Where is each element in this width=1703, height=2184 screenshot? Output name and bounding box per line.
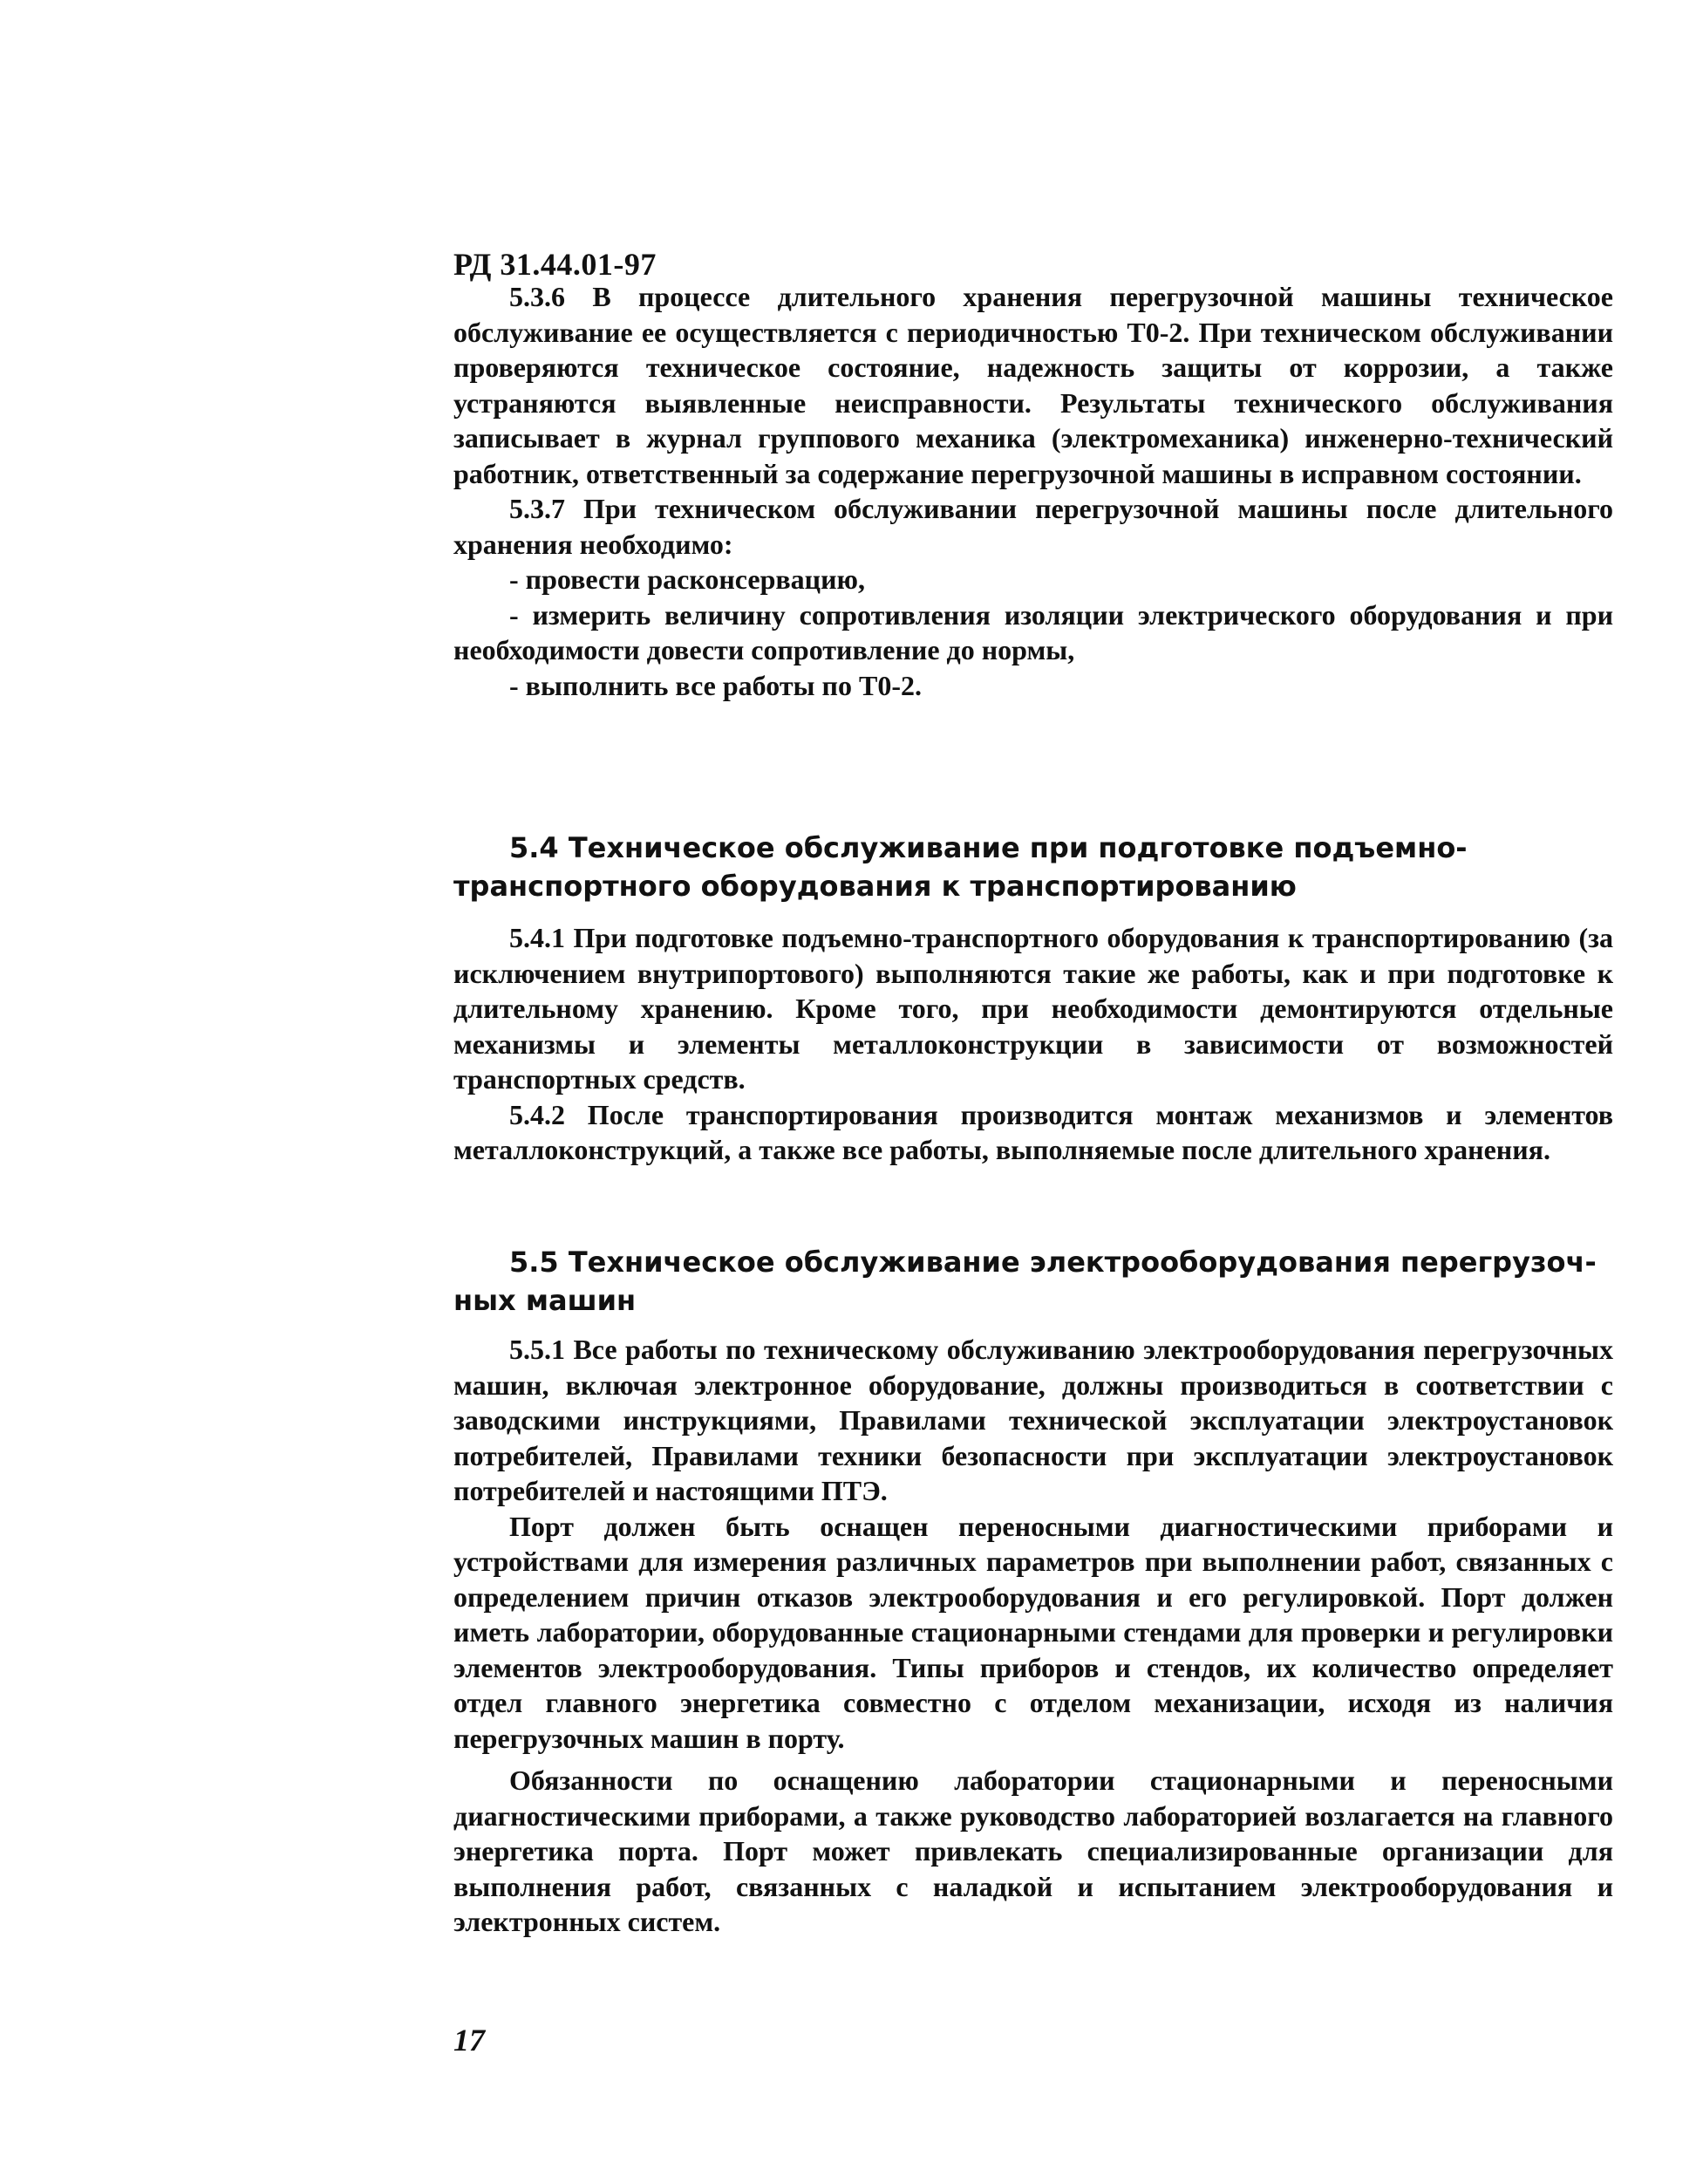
heading-5-5-line-1: 5.5 Техническое обслуживание электрооборудования перегрузоч- bbox=[509, 1246, 1597, 1279]
paragraph-port-equipment: Порт должен быть оснащен переносными диагностическими приборами и устройствами для измерения различных параметров при выполнении работ, связанных с определением причин отказов электрооборудования и его регулировкой. Порт должен иметь лаборатории, оборудованные стационарными стендами для проверки и регулировки элементов электрооборудования. Типы приборов и стендов, их количество определяет отдел главного энергетика совместно с отделом механизации, исходя из наличия перегрузочных машин в порту. bbox=[453, 1510, 1613, 1754]
paragraph-5-3-7: 5.3.7 При техническом обслуживании перегрузочной машины после длительного хранения необходимо: bbox=[453, 493, 1613, 560]
paragraph-5-3-6: 5.3.6 В процессе длительного хранения перегрузочной машины техническое обслуживание ее осуществляется с периодичностью Т0-2. При техническом обслуживании проверяются техническое состояние, надежность защиты от коррозии, а также устраняются выявленные неисправности. Результаты технического обслуживания записывает в журнал группового механика (электромеханика) инженерно-технический работник, ответственный за содержание перегрузочной машины в исправном состоянии. bbox=[453, 281, 1613, 489]
heading-5-4-line-2: транспортного оборудования к транспортированию bbox=[453, 870, 1297, 903]
paragraph-5-5-1: 5.5.1 Все работы по техническому обслуживанию электрооборудования перегрузочных машин, включая электронное оборудование, должны производиться в соответствии с заводскими инструкциями, Правилами технической эксплуатации электроустановок потребителей, Правилами техники безопасности при эксплуатации электроустановок потребителей и настоящими ПТЭ. bbox=[453, 1334, 1613, 1506]
list-item: - провести расконсервацию, bbox=[509, 563, 865, 595]
heading-5-4-line-1: 5.4 Техническое обслуживание при подготовке подъемно- bbox=[509, 831, 1468, 864]
section-5-3 bbox=[453, 279, 1613, 703]
heading-5-5 bbox=[453, 1243, 1613, 1320]
paragraph-5-4-2: 5.4.2 После транспортирования производится монтаж механизмов и элементов металлоконструкций, а также все работы, выполняемые после длительного хранения. bbox=[453, 1098, 1613, 1165]
section-5-4 bbox=[453, 920, 1613, 1168]
paragraph-5-4-1: 5.4.1 При подготовке подъемно-транспортного оборудования к транспортированию (за исключением внутрипортового) выполняются такие же работы, как и при подготовке к длительному хранению. Кроме того, при необходимости демонтируются отдельные механизмы и элементы металлоконструкции в зависимости от возможностей транспортных средств. bbox=[453, 922, 1613, 1095]
heading-5-5-line-2: ных машин bbox=[453, 1284, 637, 1317]
list-item: - измерить величину сопротивления изоляции электрического оборудования и при необходимости довести сопротивление до нормы, bbox=[453, 598, 1613, 665]
section-5-5 bbox=[453, 1332, 1613, 1940]
heading-5-4 bbox=[453, 829, 1613, 905]
list-item: - выполнить все работы по Т0-2. bbox=[509, 669, 922, 701]
paragraph-port-laboratory: Обязанности по оснащению лаборатории стационарными и переносными диагностическими приборами, а также руководство лабораторией возлагается на главного энергетика порта. Порт может привлекать специализированные организации для выполнения работ, связанных с наладкой и испытанием электрооборудования и электронных систем. bbox=[453, 1764, 1613, 1937]
page-number: 17 bbox=[453, 2023, 485, 2058]
document-code: РД 31.44.01-97 bbox=[453, 247, 657, 282]
